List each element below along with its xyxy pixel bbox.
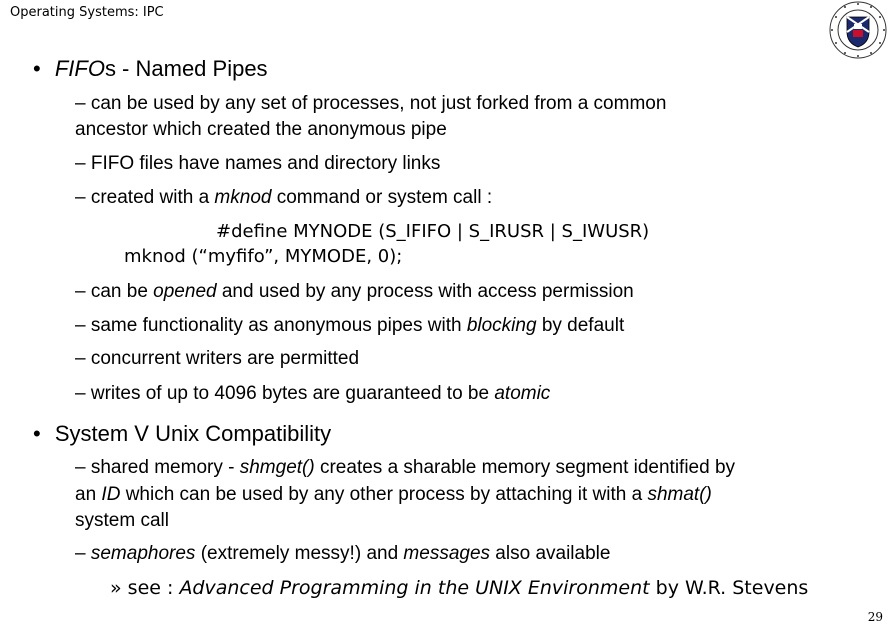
sysv-heading: System V Unix Compatibility <box>54 421 332 446</box>
italic-run: blocking <box>466 315 537 336</box>
text-run: – writes of up to 4096 bytes are guaranteed to be <box>75 383 495 404</box>
bullet-fifo <box>33 56 268 82</box>
fifo-line-4 <box>75 281 634 303</box>
bullet-sysv <box>33 421 331 447</box>
fifo-line-1a: – can be used by any set of processes, not just forked from a common <box>75 93 667 114</box>
text-run: which can be used by any other process by attaching it with a <box>120 484 648 505</box>
reference-line <box>110 577 808 599</box>
text-run: (extremely messy!) and <box>195 543 404 564</box>
code-line-mknod: mknod (“myfifo”, MYMODE, 0); <box>124 246 403 267</box>
fifo-italic: FIFO <box>54 56 105 81</box>
text-run: creates a sharable memory segment identified by <box>314 457 736 478</box>
italic-run: messages <box>403 543 491 564</box>
fifo-line-3 <box>75 187 492 209</box>
sysv-line-2 <box>75 484 712 506</box>
university-crest-icon <box>828 0 888 60</box>
text-run: command or system call : <box>271 187 493 208</box>
text-run: also available <box>490 543 611 564</box>
italic-run: opened <box>153 281 217 302</box>
sysv-line-3: system call <box>75 510 169 531</box>
fifo-line-6: – concurrent writers are permitted <box>75 348 360 369</box>
text-run: by W.R. Stevens <box>649 577 809 599</box>
bullet-marker: • <box>33 56 41 81</box>
text-run: by default <box>536 315 625 336</box>
italic-run: atomic <box>494 383 551 404</box>
fifo-line-1b: ancestor which created the anonymous pipe <box>75 119 447 140</box>
italic-run: semaphores <box>90 543 196 564</box>
text-run: and used by any process with access permission <box>216 281 634 302</box>
text-run: – shared memory - <box>75 457 240 478</box>
slide-header: Operating Systems: IPC <box>10 5 164 20</box>
book-title: Advanced Programming in the UNIX Environment <box>179 577 650 599</box>
fifo-heading-rest: s - Named Pipes <box>104 56 268 81</box>
text-run: an <box>75 484 102 505</box>
italic-run: mknod <box>214 187 272 208</box>
italic-run: shmat() <box>647 484 712 505</box>
bullet-marker: • <box>33 421 41 446</box>
text-run: » see : <box>110 577 180 599</box>
text-run: – can be <box>75 281 154 302</box>
italic-run: shmget() <box>239 457 315 478</box>
page-number: 29 <box>867 610 883 624</box>
text-run: – <box>75 543 91 564</box>
italic-run: ID <box>101 484 121 505</box>
text-run: – same functionality as anonymous pipes with <box>75 315 467 336</box>
sysv-line-4 <box>75 543 610 565</box>
sysv-line-1 <box>75 457 735 479</box>
fifo-line-7 <box>75 383 550 405</box>
fifo-line-5 <box>75 315 624 337</box>
code-line-define: #define MYNODE (S_IFIFO | S_IRUSR | S_IWUSR) <box>216 221 650 242</box>
text-run: – created with a <box>75 187 215 208</box>
fifo-line-2: – FIFO files have names and directory links <box>75 153 441 174</box>
